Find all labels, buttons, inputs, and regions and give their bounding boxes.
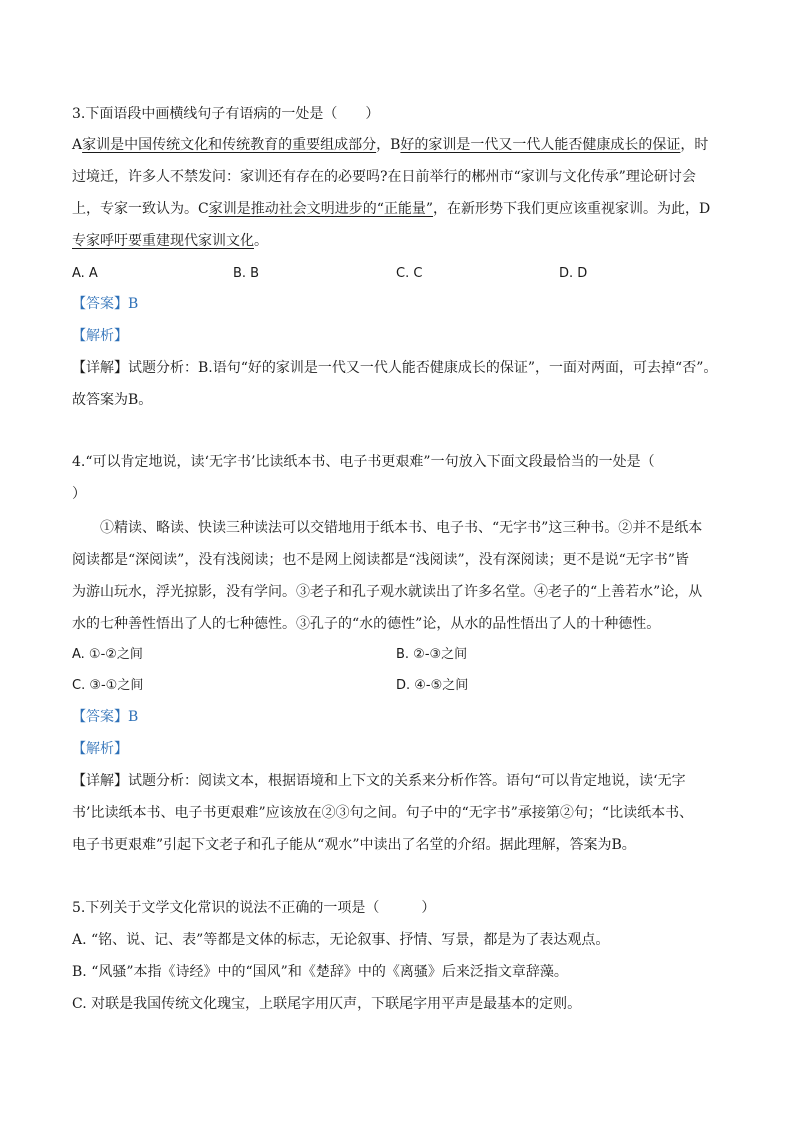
q4-para-line-2: 阅读都是“深阅读”，没有浅阅读；也不是网上阅读都是“浅阅读”，没有深阅读；更不是说“无字书”皆 — [72, 552, 689, 568]
q3-detail-line-1: 【详解】试题分析：B.语句“好的家训是一代又一代人能否健康成长的保证”，一面对两面，可去掉“否”。 — [72, 360, 718, 376]
q5-option-b: B. “风骚”本指《诗经》中的“国风”和《楚辞》中的《离骚》后来泛指文章辞藻。 — [72, 964, 568, 980]
q3-underlined-a: 家训是中国传统文化和传统教育的重要组成部分 — [82, 137, 377, 153]
q4-stem-line-1: 4.“可以肯定地说，读‘无字书’比读纸本书、电子书更艰难”一句放入下面文段最恰当的一处是（ — [72, 454, 655, 470]
q3-line4-tail: 。 — [254, 233, 268, 249]
q3-para-line-4 — [72, 231, 732, 251]
q4-option-d: D. ④-⑤之间 — [396, 678, 469, 693]
q3-detail-line-2: 故答案为B。 — [72, 392, 153, 408]
q4-option-b: B. ②-③之间 — [396, 647, 468, 662]
q4-option-c: C. ③-①之间 — [72, 678, 144, 693]
q3-mark-b: B — [390, 137, 401, 153]
q3-underlined-c: 家训是推动社会文明进步的“正能量” — [208, 201, 434, 217]
q3-para-line-1 — [72, 135, 732, 155]
q5-option-a: A. “铭、说、记、表”等都是文体的标志，无论叙事、抒情、写景，都是为了表达观点。 — [72, 932, 610, 948]
q5-option-c: C. 对联是我国传统文化瑰宝，上联尾字用仄声，下联尾字用平声是最基本的定则。 — [72, 996, 582, 1012]
q3-line3-tail: ，在新形势下我们更应该重视家训。为此，D — [433, 201, 711, 217]
q4-analysis-heading: 【解析】 — [72, 741, 128, 757]
q4-para-line-4: 水的七种善性悟出了人的七种德性。③孔子的“水的德性”论，从水的品性悟出了人的十种德性。 — [72, 616, 661, 632]
q4-option-a: A. ①-②之间 — [72, 647, 143, 662]
q4-detail-line-1: 【详解】试题分析：阅读文本，根据语境和上下文的关系来分析作答。语句“可以肯定地说，读‘无字 — [72, 773, 686, 789]
q5-stem: 5.下列关于文学文化常识的说法不正确的一项是（ ） — [72, 900, 436, 916]
q3-option-d: D. D — [559, 266, 588, 281]
q3-line3-head: 上，专家一致认为。 — [72, 201, 198, 217]
q3-para-line-2: 过境迁，许多人不禁发问：家训还有存在的必要吗?在日前举行的郴州市“家训与文化传承”理论研讨会 — [72, 169, 696, 185]
q4-para-line-1: ①精读、略读、快读三种读法可以交错地用于纸本书、电子书、“无字书”这三种书。②并不是纸本 — [100, 520, 703, 536]
q3-underlined-d: 专家呼吁要重建现代家训文化 — [72, 233, 254, 249]
q3-option-a: A. A — [72, 266, 98, 281]
q3-option-c: C. C — [396, 266, 423, 281]
q3-sep: ， — [376, 137, 391, 153]
q3-para-line-3 — [72, 199, 732, 219]
q4-detail-line-3: 电子书更艰难”引起下文老子和孔子能从“观水”中读出了名堂的介绍。据此理解，答案为B。 — [72, 837, 636, 853]
q4-para-line-3: 为游山玩水，浮光掠影，没有学问。③老子和孔子观水就读出了许多名堂。④老子的“上善若水”论，从 — [72, 584, 703, 600]
q3-underlined-b: 好的家训是一代又一代人能否健康成长的保证 — [400, 137, 681, 153]
q3-answer: 【答案】B — [72, 296, 139, 312]
q4-detail-line-2: 书’比读纸本书、电子书更艰难”应该放在②③句之间。句子中的“无字书”承接第②句；“比读纸本书、 — [72, 805, 694, 821]
q3-option-b: B. B — [233, 266, 260, 281]
q4-answer: 【答案】B — [72, 709, 139, 725]
q3-stem: 3.下面语段中画横线句子有语病的一处是（ ） — [72, 106, 380, 122]
q3-line1-tail: ，时 — [680, 137, 709, 153]
q3-mark-c: C — [198, 201, 209, 217]
q3-analysis-heading: 【解析】 — [72, 328, 128, 344]
q4-stem-line-2: ） — [72, 486, 86, 502]
q3-mark-a: A — [72, 137, 83, 153]
